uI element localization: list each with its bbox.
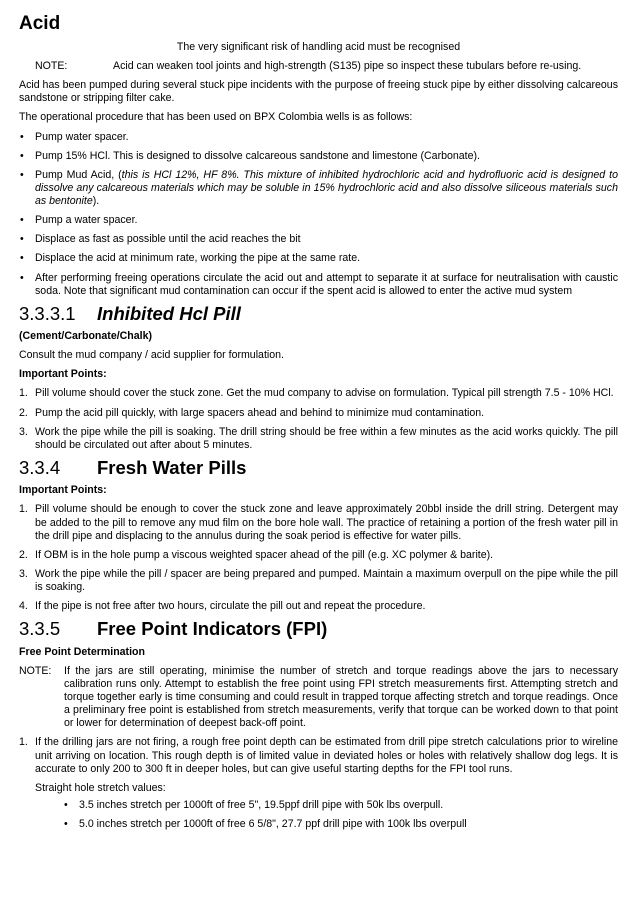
list-item: 4. If the pipe is not free after two hours, circulate the pill out and repeat the procedure. <box>19 600 426 613</box>
note <box>19 60 618 73</box>
list-item: 3. Work the pipe while the pill / spacer are being prepared and pumped. Maintain a maximum overpull on the pipe while the pill is soaking. <box>19 567 618 594</box>
stretch-values-list <box>19 799 618 831</box>
section-title: Inhibited Hcl Pill <box>97 302 241 324</box>
list-item: • 5.0 inches stretch per 1000ft of free 6 5/8", 27.7 ppf drill pipe with 100k lbs overpull <box>64 818 467 831</box>
document-page <box>19 14 618 837</box>
bullet-icon: • <box>20 149 24 162</box>
list-item: • Pump water spacer. <box>20 130 129 143</box>
list-item: • Pump 15% HCl. This is designed to dissolve calcareous sandstone and limestone (Carbonate). <box>20 149 480 162</box>
italic-text: this is HCl 12%, HF 8%. This mixture of inhibited hydrochloric acid and hydrofluoric acid is designed to dissolve any calcareous materials which may be soluble in 15% hydrochloric acid and also dissolve siliceous materials such as bentonite <box>35 168 618 208</box>
numbered-list <box>19 387 618 452</box>
important-points-label: Important Points: <box>19 368 107 381</box>
bullet-icon: • <box>20 271 24 284</box>
note-label: NOTE: <box>35 60 68 73</box>
page-title: Acid <box>19 13 61 34</box>
intro-paragraph: Acid has been pumped during several stuck pipe incidents with the purpose of freeing stuck pipe by either dissolving calcareous sandstone or stripping filter cake. <box>19 79 618 105</box>
bullet-icon: • <box>20 130 24 143</box>
list-item: • Displace as fast as possible until the acid reaches the bit <box>20 233 301 246</box>
bullet-icon: • <box>64 818 68 831</box>
subheading: Free Point Determination <box>19 645 145 658</box>
note-label: NOTE: <box>19 664 52 677</box>
list-item: 2. Pump the acid pill quickly, with large spacers ahead and behind to minimize mud contamination. <box>19 406 485 419</box>
procedure-list <box>19 131 618 298</box>
numbered-list <box>19 503 618 613</box>
section-number: 3.3.4 <box>19 456 61 478</box>
procedure-intro: The operational procedure that has been used on BPX Colombia wells is as follows: <box>19 111 413 124</box>
section-title: Free Point Indicators (FPI) <box>97 618 328 640</box>
section-heading-3331 <box>19 304 618 324</box>
paragraph: Consult the mud company / acid supplier for formulation. <box>19 349 284 362</box>
bullet-icon: • <box>20 252 24 265</box>
note-text: If the jars are still operating, minimise the number of stretch and torque readings above the jars to necessary calibration runs only. Attempt to establish the free point using FPI stretch measurements first. Attempting stretch and torque together early is time consuming and could result in trapped torque affecting stretch and torque readings. Once a preliminary free point is established from stretch measurements, verify that torque can be worked down to that point or lower for determination of deepest back-off point. <box>64 664 618 730</box>
note-text: Acid can weaken tool joints and high-strength (S135) pipe so inspect these tubulars before re-using. <box>113 60 582 73</box>
section-title: Fresh Water Pills <box>97 456 247 478</box>
list-item: 1. Pill volume should cover the stuck zone. Get the mud company to advise on formulation. Typical pill strength 7.5 - 10% HCl. <box>19 387 614 400</box>
list-item: • Displace the acid at minimum rate, working the pipe at the same rate. <box>20 252 361 265</box>
section-heading-335 <box>19 619 618 639</box>
fpi-note <box>19 665 618 731</box>
list-item: 3. Work the pipe while the pill is soaking. The drill string should be free within a few minutes as the acid works quickly. The pill should be circulated out after about 5 minutes. <box>19 425 618 451</box>
section-heading-334 <box>19 458 618 478</box>
list-item: 1. Pill volume should be enough to cover the stuck zone and leave approximately 20bbl inside the drill string. Detergent may be added to the pill to remove any mud film on the bore hole wall. The practice of retaining a portion of the fresh water pill in the drill pipe and displacing to the annulus during the soak period is effective for water pills. <box>19 503 618 542</box>
bullet-icon: • <box>20 214 24 227</box>
list-item: • Pump a water spacer. <box>20 214 138 227</box>
list-item: • 3.5 inches stretch per 1000ft of free 5", 19.5ppf drill pipe with 50k lbs overpull. <box>64 798 444 811</box>
bullet-icon: • <box>20 168 24 181</box>
stretch-label: Straight hole stretch values: <box>35 781 166 794</box>
subheading: (Cement/Carbonate/Chalk) <box>19 330 153 343</box>
bullet-icon: • <box>64 798 68 811</box>
list-item: 1. If the drilling jars are not firing, a rough free point depth can be estimated from drill pipe stretch calculations prior to wireline unit arriving on location. This rough depth is of limited value in deviated holes or holes with relatively shallow dog legs. It is accurate to only 200 to 300 ft in deeper holes, but can give useful starting depths for the FPI tool runs. Straight hole stretch values: • 3.5 inches stretch per 1000ft of free 5", 19.5ppf drill pipe with 50k lbs overpull. • 5.0 inches stretch per 1000ft of free 6 5/8", 27.7 ppf drill pipe with 100k lbs overpull <box>19 736 618 831</box>
list-item: 2. If OBM is in the hole pump a viscous weighted spacer ahead of the pill (e.g. XC polymer & barite). <box>19 548 494 561</box>
numbered-list <box>19 736 618 831</box>
important-points-label: Important Points: <box>19 484 107 497</box>
risk-warning: The very significant risk of handling acid must be recognised <box>176 40 461 53</box>
list-item: • After performing freeing operations circulate the acid out and attempt to separate it at surface for neutralisation with caustic soda. Note that significant mud contamination can occur if the spent acid is allowed to enter the active mud system <box>20 271 618 297</box>
section-number: 3.3.5 <box>19 618 61 640</box>
list-item: • Pump Mud Acid, (this is HCl 12%, HF 8%. This mixture of inhibited hydrochloric acid and hydrofluoric acid is designed to dissolve any calcareous materials which may be soluble in 15% hydrochloric acid and also dissolve siliceous materials such as bentonite). <box>20 168 618 208</box>
section-number: 3.3.3.1 <box>19 302 76 324</box>
bullet-icon: • <box>20 233 24 246</box>
